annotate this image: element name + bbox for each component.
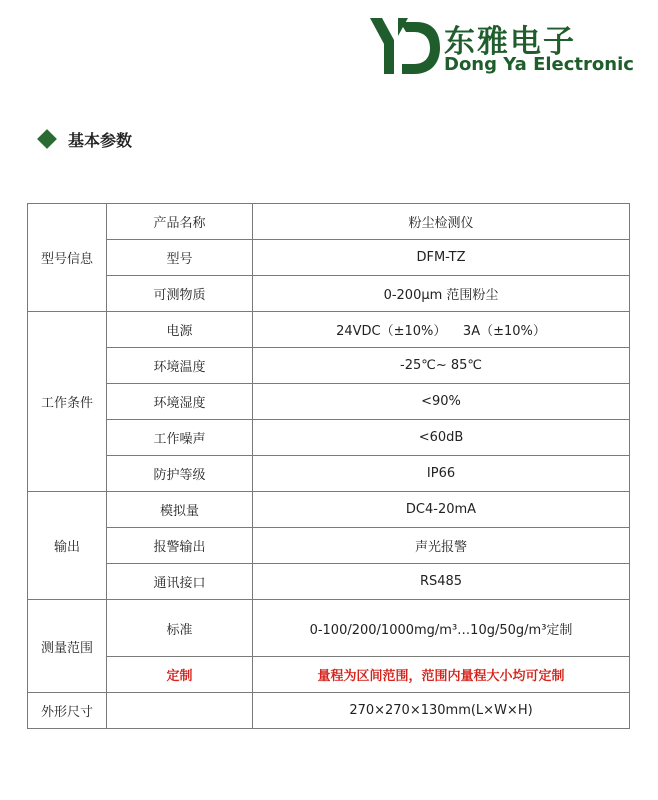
param-label: 报警输出 [107, 528, 253, 564]
yd-monogram-logo-icon [370, 14, 442, 78]
group-label: 工作条件 [28, 312, 107, 492]
company-logo [370, 14, 634, 78]
param-value: 0-200μm 范围粉尘 [253, 276, 630, 312]
brand-name-cn: 东雅电子 [444, 24, 576, 60]
spec-table [27, 203, 630, 729]
param-value: <60dB [253, 420, 630, 456]
diamond-icon [37, 129, 57, 149]
section-title: 基本参数 [68, 131, 133, 150]
table-row [28, 240, 630, 276]
table-row [28, 420, 630, 456]
param-label: 模拟量 [107, 492, 253, 528]
param-value: 声光报警 [253, 528, 630, 564]
group-label: 型号信息 [28, 204, 107, 312]
table-row [28, 528, 630, 564]
param-label: 工作噪声 [107, 420, 253, 456]
table-row [28, 312, 630, 348]
param-label-empty [107, 693, 253, 729]
param-value: <90% [253, 384, 630, 420]
param-value: IP66 [253, 456, 630, 492]
param-value: -25℃~ 85℃ [253, 348, 630, 384]
param-value: DC4-20mA [253, 492, 630, 528]
param-label: 标准 [107, 600, 253, 657]
table-row [28, 348, 630, 384]
param-label: 防护等级 [107, 456, 253, 492]
param-label: 环境湿度 [107, 384, 253, 420]
table-row [28, 276, 630, 312]
table-row [28, 657, 630, 693]
table-row [28, 492, 630, 528]
table-row [28, 384, 630, 420]
param-label: 电源 [107, 312, 253, 348]
param-value: 270×270×130mm(L×W×H) [253, 693, 630, 729]
brand-name-en: Dong Ya Electronic [444, 54, 634, 75]
group-label: 输出 [28, 492, 107, 600]
table-row [28, 456, 630, 492]
param-label: 型号 [107, 240, 253, 276]
param-label: 环境温度 [107, 348, 253, 384]
group-label: 测量范围 [28, 600, 107, 693]
param-value: DFM-TZ [253, 240, 630, 276]
table-row [28, 600, 630, 657]
param-value: RS485 [253, 564, 630, 600]
group-label: 外形尺寸 [28, 693, 107, 729]
table-row [28, 564, 630, 600]
table-row [28, 693, 630, 729]
param-value: 粉尘检测仪 [253, 204, 630, 240]
param-value: 0-100/200/1000mg/m³…10g/50g/m³定制 [253, 600, 630, 657]
param-label: 可测物质 [107, 276, 253, 312]
param-label-highlight: 定制 [107, 657, 253, 693]
param-value-highlight: 量程为区间范围，范围内量程大小均可定制 [253, 657, 630, 693]
param-label: 产品名称 [107, 204, 253, 240]
param-value: 24VDC（±10%） 3A（±10%） [253, 312, 630, 348]
param-label: 通讯接口 [107, 564, 253, 600]
table-row [28, 204, 630, 240]
